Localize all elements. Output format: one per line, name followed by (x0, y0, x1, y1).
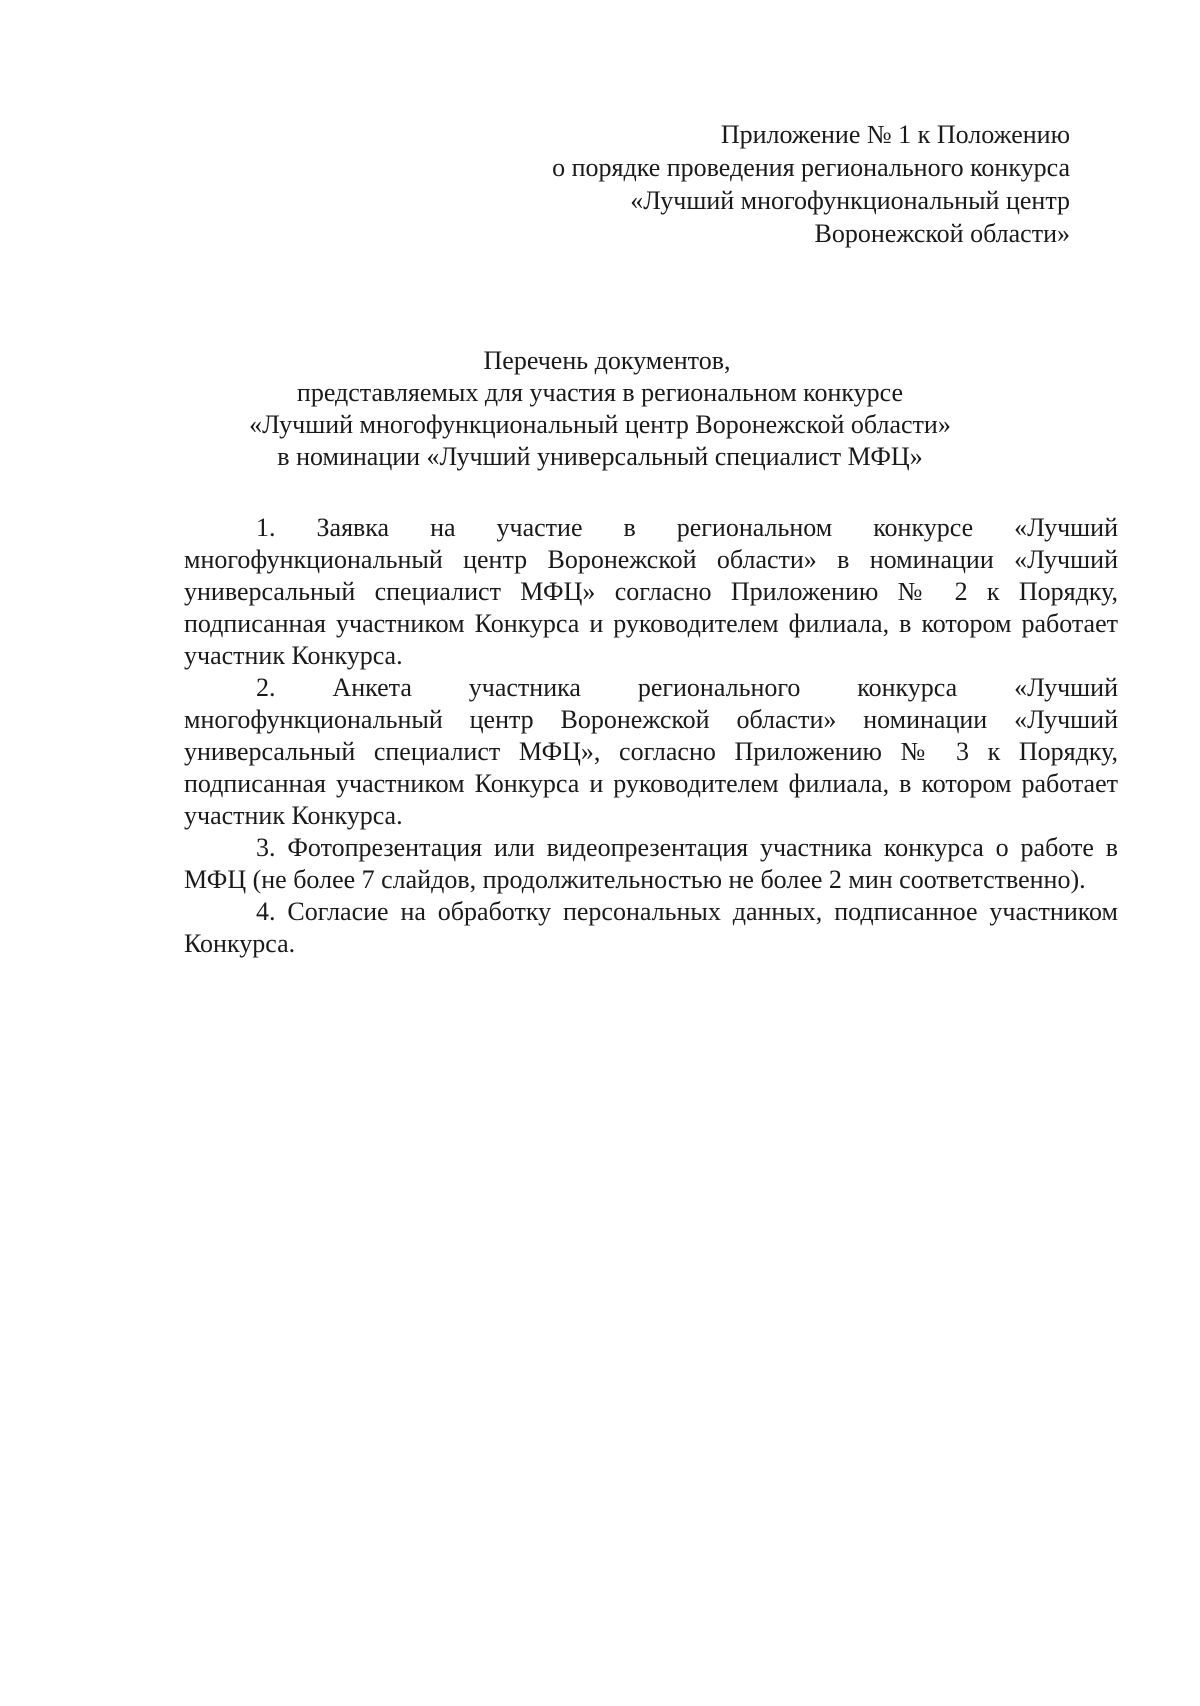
document-title (0, 345, 1200, 473)
appendix-line: «Лучший многофункциональный центр (630, 186, 1070, 215)
title-line: «Лучший многофункциональный центр Воронежской области» (249, 410, 951, 439)
item-number: 3. (256, 833, 276, 862)
title-line: представляемых для участия в региональном конкурсе (296, 378, 904, 407)
list-item (184, 896, 1118, 960)
appendix-line: Воронежской области» (814, 219, 1070, 248)
item-text: Заявка на участие в региональном конкурсе «Лучший многофункциональный центр Воронежской области» в номинации «Лучший универсальный специалист МФЦ» согласно Приложению № 2 к Порядку, подписанная участником Конкурса и руководителем филиала, в котором работает участник Конкурса. (184, 513, 1119, 670)
item-number: 1. (256, 513, 276, 542)
list-item (184, 512, 1118, 672)
list-item (184, 672, 1118, 832)
item-text: Согласие на обработку персональных данных, подписанное участником Конкурса. (184, 897, 1119, 958)
title-line: в номинации «Лучший универсальный специалист МФЦ» (277, 442, 923, 471)
item-number: 4. (256, 897, 276, 926)
title-line: Перечень документов, (483, 346, 731, 375)
appendix-line: о порядке проведения регионального конкурса (552, 153, 1070, 182)
document-list (184, 512, 1118, 960)
item-text: Фотопрезентация или видеопрезентация участника конкурса о работе в МФЦ (не более 7 слайдов, продолжительностью не более 2 мин соответственно). (184, 833, 1119, 894)
item-text: Анкета участника регионального конкурса «Лучший многофункциональный центр Воронежской области» номинации «Лучший универсальный специалист МФЦ», согласно Приложению № 3 к Порядку, подписанная участником Конкурса и руководителем филиала, в котором работает участник Конкурса. (184, 673, 1119, 830)
appendix-header (470, 118, 1070, 250)
list-item (184, 832, 1118, 896)
appendix-line: Приложение № 1 к Положению (720, 120, 1070, 149)
item-number: 2. (256, 673, 276, 702)
